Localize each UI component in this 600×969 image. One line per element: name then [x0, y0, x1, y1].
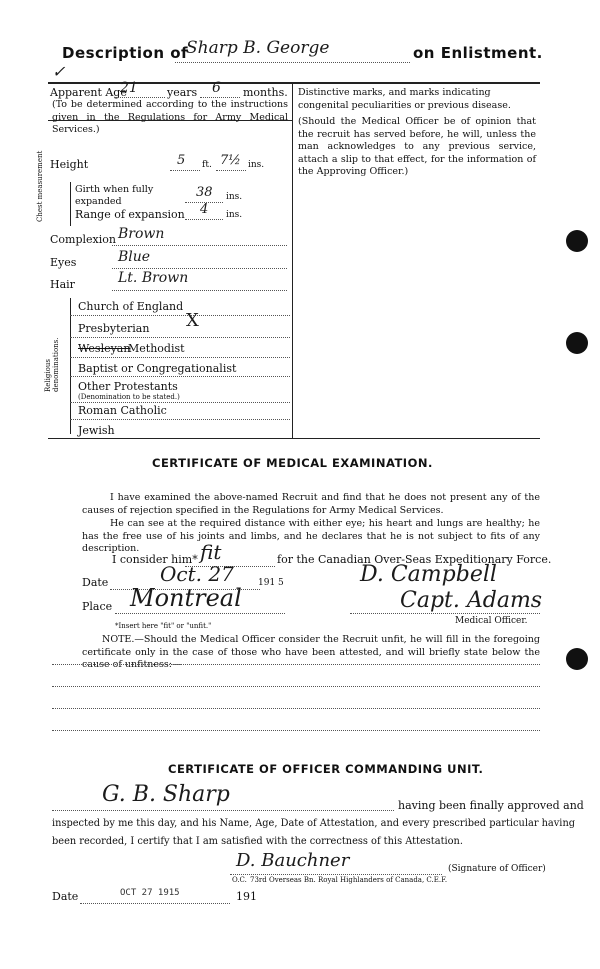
officer-certificate-title: CERTIFICATE OF OFFICER COMMANDING UNIT.: [168, 762, 484, 776]
hair-label: Hair: [50, 278, 75, 291]
wesleyan-struck-label: Wesleyan: [78, 342, 131, 355]
distinctive-marks-heading: Distinctive marks, and marks indicating congenital peculiarities or previous disease.: [298, 87, 511, 111]
ins-label: ins.: [248, 160, 265, 170]
roman-catholic-label: Roman Catholic: [78, 404, 167, 417]
range-value: 4: [200, 202, 209, 217]
medical-officer-label: Medical Officer.: [455, 616, 528, 626]
ft-label: ft.: [202, 160, 212, 170]
punch-hole-2: [566, 332, 588, 354]
months-label: months.: [243, 86, 288, 99]
consider-him-label: I consider him*: [112, 553, 198, 566]
girth-value: 38: [196, 185, 213, 200]
unfit-note: NOTE.—Should the Medical Officer consider the Recruit unfit, he will fill in the foregoing certificate only in the case of those who have been attested, and will briefly state below the cause of unfitness:—: [82, 634, 540, 670]
officer-text-3: been recorded, I certify that I am satisfied with the correctness of this Attestation.: [52, 836, 463, 847]
medical-para-2: He can see at the required distance with either eye; his heart and lungs are healthy; he has the free use of his joints and limbs, and he declares that he is not subject to fits of any description.: [82, 518, 540, 554]
officer-signature: D. Bauchner: [236, 850, 350, 871]
punch-hole-1: [566, 230, 588, 252]
years-label: years: [167, 86, 198, 99]
recruit-name-handwritten: Sharp B. George: [186, 38, 330, 58]
medical-date-label: Date: [82, 576, 109, 589]
complexion-label: Complexion: [50, 233, 116, 246]
punch-hole-3: [566, 648, 588, 670]
age-years-value: 21: [120, 80, 138, 96]
medical-signature-2: Capt. Adams: [400, 588, 543, 613]
medical-date-stamp: Oct. 27: [160, 562, 234, 586]
age-months-value: 6: [212, 80, 221, 96]
officer-recruit-name: G. B. Sharp: [102, 782, 230, 807]
chest-measurement-label: Chest measurement: [36, 150, 44, 222]
baptist-label: Baptist or Congregationalist: [78, 362, 237, 375]
medical-certificate-title: CERTIFICATE OF MEDICAL EXAMINATION.: [152, 456, 433, 470]
officer-date-year: 191: [236, 890, 257, 903]
tick-mark-icon: ✓: [52, 62, 66, 81]
jewish-label: Jewish: [78, 424, 115, 437]
insert-fit-note: *Insert here "fit" or "unfit.": [115, 622, 212, 630]
officer-text-1: having been finally approved and: [398, 799, 584, 812]
place-stamp: Montreal: [130, 584, 242, 612]
apparent-age-label: Apparent Age: [50, 86, 127, 99]
distinctive-marks-note: (Should the Medical Officer be of opinion that the recruit has served before, he will, unless the man acknowledges to any previous service, attach a slip to that effect, for the information of the Approving Officer.): [298, 116, 536, 177]
presbyterian-checkmark: X: [186, 310, 199, 331]
eyes-value: Blue: [118, 249, 151, 265]
height-label: Height: [50, 158, 89, 171]
church-of-england-label: Church of England: [78, 300, 184, 313]
for-cef-label: for the Canadian Over-Seas Expeditionary Force.: [277, 553, 552, 566]
medical-signature-1: D. Campbell: [360, 562, 497, 587]
methodist-label: Methodist: [128, 342, 185, 355]
fit-handwritten: fit: [200, 540, 222, 564]
presbyterian-label: Presbyterian: [78, 322, 150, 335]
officer-unit-stamp: 73rd Overseas Bn. Royal Highlanders of Canada, C.E.F.: [250, 876, 448, 884]
height-feet-value: 5: [177, 153, 186, 168]
description-label: Description of: [62, 44, 189, 62]
range-unit: ins.: [226, 210, 243, 220]
other-protestants-label: Other Protestants: [78, 380, 178, 393]
on-enlistment-label: on Enlistment.: [413, 44, 543, 62]
officer-date-label: Date: [52, 890, 79, 903]
officer-text-2: inspected by me this day, and his Name, Age, Date of Attestation, and every prescribed particular having: [52, 818, 576, 829]
hair-value: Lt. Brown: [118, 270, 189, 286]
range-label: Range of expansion: [75, 208, 185, 221]
height-inches-value: 7½: [220, 153, 241, 168]
officer-title-prefix: O.C.: [232, 876, 247, 884]
complexion-value: Brown: [118, 226, 165, 242]
medical-place-label: Place: [82, 600, 113, 613]
medical-year-suffix: 191 5: [258, 578, 284, 588]
officer-date-stamp: OCT 27 1915: [120, 888, 180, 898]
signature-of-officer-label: (Signature of Officer): [448, 864, 546, 874]
religious-denominations-label: Religious denominations.: [44, 337, 60, 392]
girth-label: Girth when fully expanded: [75, 184, 154, 207]
age-note: (To be determined according to the instructions given in the Regulations for Army Medical Services.): [52, 99, 288, 135]
medical-para-1: I have examined the above-named Recruit and find that he does not present any of the causes of rejection specified in the Regulations for Army Medical Services.: [82, 492, 540, 516]
eyes-label: Eyes: [50, 256, 77, 269]
girth-unit: ins.: [226, 192, 243, 202]
denomination-note: (Denomination to be stated.): [78, 393, 180, 401]
